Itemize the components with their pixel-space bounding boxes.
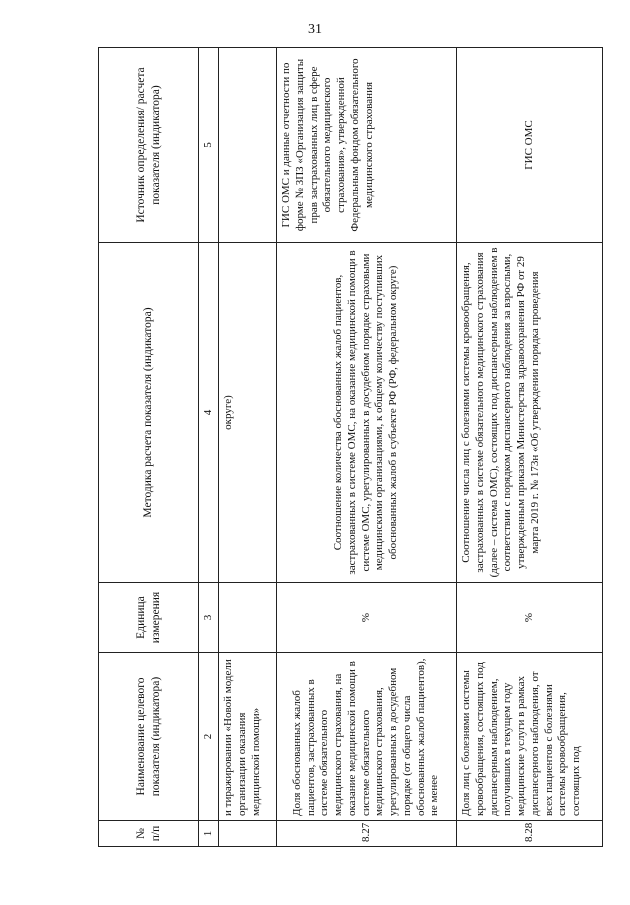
header-name: Наименование целевого показателя (индикатора): [99, 653, 199, 821]
cell-method: Соотношение количества обоснованных жалоб пациентов, застрахованных в системе ОМС, на оказание медицинской помощи в системе ОМС, урегулированных в досудебном порядке страховыми медицинскими организациями, к общему количеству поступивших обоснованных жалоб в субъекте РФ (РФ, федеральном округе): [277, 243, 457, 583]
column-number-row: [199, 48, 219, 847]
cell-num: [219, 821, 277, 847]
column-number: 3: [199, 583, 219, 653]
cell-source: [219, 48, 277, 243]
cell-source: ГИС ОМС: [457, 48, 603, 243]
column-number: 4: [199, 243, 219, 583]
cell-method: округе): [219, 243, 277, 583]
table-row: [277, 48, 457, 847]
header-unit: Единица измерения: [99, 583, 199, 653]
cell-name: и тиражировании «Новой модели организации оказания медицинской помощи»: [219, 653, 277, 821]
column-number: 1: [199, 821, 219, 847]
indicators-table: [98, 47, 603, 847]
header-num: № п/п: [99, 821, 199, 847]
cell-unit: [219, 583, 277, 653]
column-number: 2: [199, 653, 219, 821]
header-method: Методика расчета показателя (индикатора): [99, 243, 199, 583]
table-row: [457, 48, 603, 847]
header-source: Источник определения/ расчета показателя (индикатора): [99, 48, 199, 243]
cell-name: Доля лиц с болезнями системы кровообращения, состоящих под диспансерным наблюдением, получивших в текущем году медицинские услуги в рамках диспансерного наблюдения, от всех пациентов с болезнями системы кровообращения, состоящих под: [457, 653, 603, 821]
page-number: 31: [308, 22, 322, 37]
column-number: 5: [199, 48, 219, 243]
continuation-row: [219, 48, 277, 847]
cell-name: Доля обоснованных жалоб пациентов, застрахованных в системе обязательного медицинского страхования, на оказание медицинской помощи в системе обязательного медицинского страхования, урегулированных в досудебном порядке (от общего числа обоснованных жалоб пациентов), не менее: [277, 653, 457, 821]
cell-source: ГИС ОМС и данные отчетности по форме № ЗПЗ «Организация защиты прав застрахованных лиц в сфере обязательного медицинского страхования», утвержденной Федеральным фондом обязательного медицинского страхования: [277, 48, 457, 243]
cell-unit: %: [277, 583, 457, 653]
cell-unit: %: [457, 583, 603, 653]
cell-num: 8.28: [457, 821, 603, 847]
cell-method: Соотношение числа лиц с болезнями системы кровообращения, застрахованных в системе обязательного медицинского страхования (далее – система ОМС), состоящих под диспансерным наблюдением в соответствии с порядком диспансерного наблюдения за взрослыми, утвержденным приказом Министерства здравоохранения РФ от 29 марта 2019 г. № 173н «Об утверждении порядка проведения: [457, 243, 603, 583]
rotated-table-container: [98, 47, 603, 847]
table-header-row: [99, 48, 199, 847]
cell-num: 8.27: [277, 821, 457, 847]
